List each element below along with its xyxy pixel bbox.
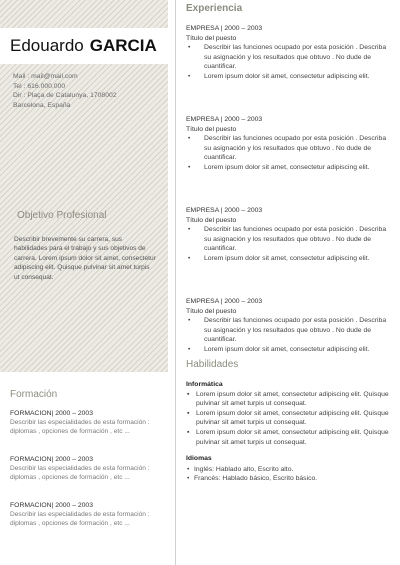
experience-bullet: • Lorem ipsum dolor sit amet, consectetur adipiscing elit. — [186, 72, 391, 82]
experience-list — [186, 24, 391, 388]
name-header — [0, 28, 168, 64]
experience-role: Título del puesto — [186, 125, 237, 133]
skills-computing-item: ▪ Lorem ipsum dolor sit amet, consectetur adipiscing elit. Quisque pulvinar sit amet turpis ut consequat. — [186, 428, 396, 447]
education-heading: FORMACION| 2000 – 2003 — [10, 502, 93, 509]
experience-company: EMPRESA | 2000 – 2003 — [186, 25, 263, 32]
education-item — [10, 409, 170, 455]
experience-bullet: • Describir las funciones ocupado por esta posición . Describa su asignación y los resultados que obtuvo . No dude de cuantificar. — [186, 134, 391, 163]
experience-company: EMPRESA | 2000 – 2003 — [186, 207, 263, 214]
experience-bullets — [186, 225, 391, 263]
education-heading: FORMACION| 2000 – 2003 — [10, 456, 93, 463]
skills-title: Habilidades — [186, 359, 239, 370]
education-heading: FORMACION| 2000 – 2003 — [10, 410, 93, 417]
skills-languages-list — [186, 465, 396, 484]
skills-language-item: • Francés: Hablado básico, Escrito básico. — [186, 474, 396, 484]
education-item — [10, 501, 170, 547]
contact-address: Dir : Plaça de Catalunya, 1708002 — [13, 92, 117, 99]
skills-computing-list — [186, 390, 396, 448]
contact-tel: Tel : 616.000.000 — [13, 82, 66, 90]
experience-company: EMPRESA | 2000 – 2003 — [186, 298, 263, 305]
education-description: Describir las especialidades de esta formación : diplomas , opciones de formación , etc ... — [10, 419, 150, 435]
experience-role: Título del puesto — [186, 307, 237, 315]
experience-item — [186, 206, 391, 297]
experience-bullets — [186, 134, 391, 172]
experience-bullet: • Lorem ipsum dolor sit amet, consectetur adipiscing elit. — [186, 345, 391, 355]
skills-language-item: • Inglés: Hablado alto, Escrito alto. — [186, 465, 396, 475]
experience-bullet: • Lorem ipsum dolor sit amet, consectetur adipiscing elit. — [186, 254, 391, 264]
education-item — [10, 455, 170, 501]
education-description: Describir las especialidades de esta formación : diplomas , opciones de formación , etc ... — [10, 511, 150, 527]
experience-item — [186, 297, 391, 388]
experience-bullets — [186, 43, 391, 81]
experience-company: EMPRESA | 2000 – 2003 — [186, 116, 263, 123]
experience-title: Experiencia — [186, 3, 243, 14]
skills-section — [186, 380, 396, 484]
education-title: Formación — [10, 389, 58, 400]
last-name: GARCIA — [89, 36, 157, 55]
experience-role: Título del puesto — [186, 34, 237, 42]
column-divider — [175, 0, 176, 565]
contact-city: Barcelona, España — [13, 101, 71, 109]
experience-bullets — [186, 316, 391, 354]
education-description: Describir las especialidades de esta formación : diplomas , opciones de formación , etc ... — [10, 465, 150, 481]
objective-title: Objetivo Profesional — [17, 210, 107, 221]
contact-mail: Mail : mail@mail.com — [13, 73, 78, 80]
skills-computing-title: Informática — [186, 381, 223, 388]
experience-bullet: • Lorem ipsum dolor sit amet, consectetur adipiscing elit. — [186, 163, 391, 173]
skills-languages-title: Idiomas — [186, 455, 212, 463]
objective-text: Describir brevemente su carrera, sus habilidades para el trabajo y sus objetivos de carrera. Lorem ipsum dolor sit amet, consectetur adipiscing elit. Quisque pulvinar sit amet turpis ut consequat. — [14, 236, 156, 281]
education-list — [10, 409, 170, 547]
first-name: Edouardo — [10, 36, 84, 55]
experience-item — [186, 115, 391, 206]
skills-computing-item: ▪ Lorem ipsum dolor sit amet, consectetur adipiscing elit. Quisque pulvinar sit amet turpis ut consequat. — [186, 390, 396, 409]
experience-bullet: • Describir las funciones ocupado por esta posición . Describa su asignación y los resultados que obtuvo . No dude de cuantificar. — [186, 43, 391, 72]
experience-bullet: • Describir las funciones ocupado por esta posición . Describa su asignación y los resultados que obtuvo . No dude de cuantificar. — [186, 316, 391, 345]
contact-info — [13, 72, 117, 110]
experience-item — [186, 24, 391, 115]
experience-bullet: • Describir las funciones ocupado por esta posición . Describa su asignación y los resultados que obtuvo . No dude de cuantificar. — [186, 225, 391, 254]
experience-role: Título del puesto — [186, 216, 237, 224]
skills-computing-item: ▪ Lorem ipsum dolor sit amet, consectetur adipiscing elit. Quisque pulvinar sit amet turpis ut consequat. — [186, 409, 396, 428]
